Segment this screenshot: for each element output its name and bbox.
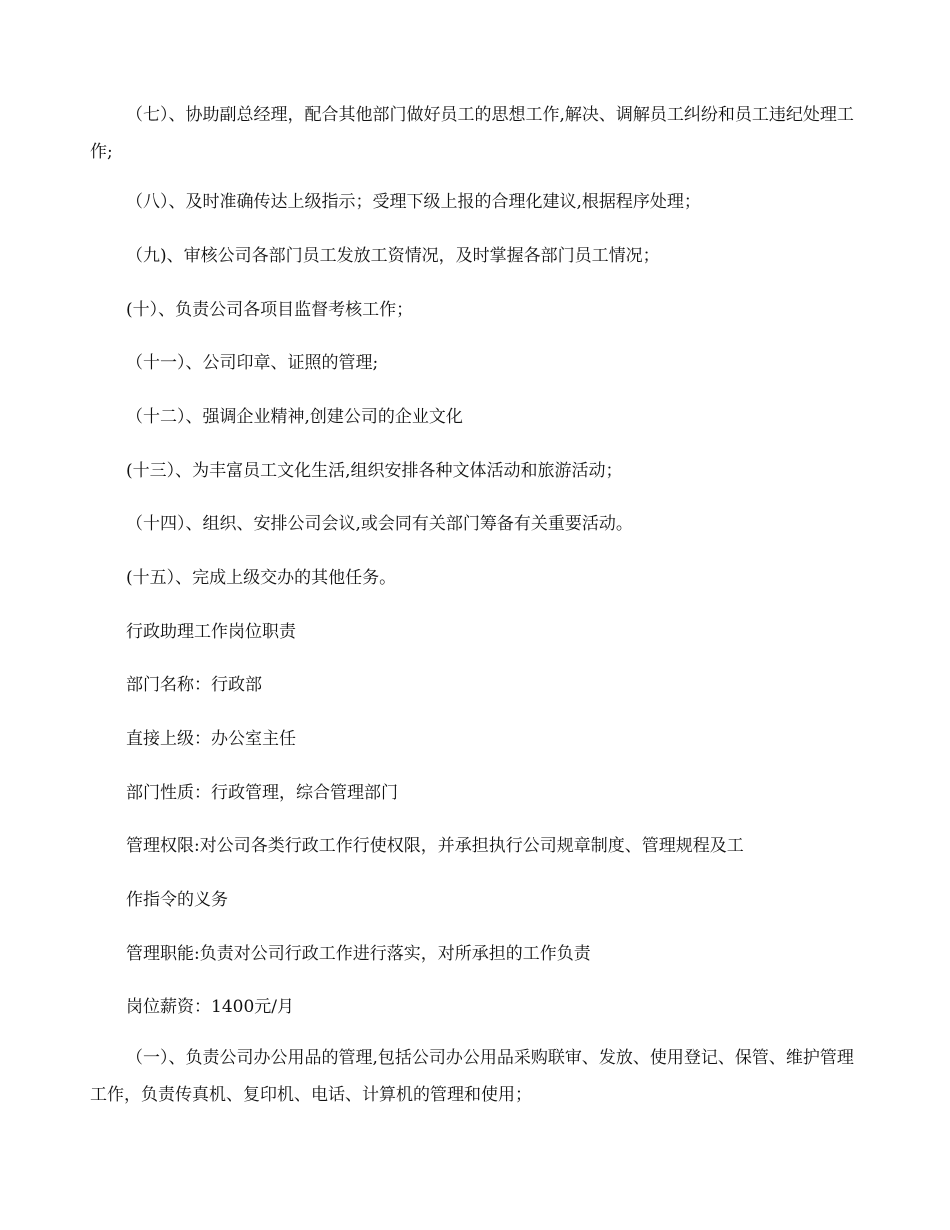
paragraph-item-11: （十一）、公司印章、证照的管理;	[126, 353, 379, 373]
paragraph-item-14: （十四）、组织、安排公司会议,或会同有关部门筹备有关重要活动。	[126, 514, 633, 534]
management-authority-line-1: 管理权限:对公司各类行政工作行使权限，并承担执行公司规章制度、管理规程及工	[126, 836, 744, 856]
paragraph-item-7: （七）、协助副总经理，配合其他部门做好员工的思想工作,解决、调解员工纠纷和员工违纪处理工作;	[90, 105, 854, 162]
management-authority-line-2: 作指令的义务	[126, 890, 228, 910]
department-name: 部门名称：行政部	[126, 675, 262, 695]
duty-item-1: （一）、负责公司办公用品的管理,包括公司办公用品采购联审、发放、使用登记、保管、维护管理工作，负责传真机、复印机、电话、计算机的管理和使用；	[90, 1048, 854, 1105]
direct-superior: 直接上级：办公室主任	[126, 729, 296, 749]
paragraph-item-12: （十二）、强调企业精神,创建公司的企业文化	[126, 407, 463, 427]
paragraph-item-8: （八）、及时准确传达上级指示；受理下级上报的合理化建议,根据程序处理；	[126, 192, 701, 212]
paragraph-item-10: (十）、负责公司各项目监督考核工作；	[126, 300, 414, 320]
paragraph-item-15: (十五）、完成上级交办的其他任务。	[126, 568, 397, 588]
paragraph-item-13: (十三）、为丰富员工文化生活,组织安排各种文体活动和旅游活动；	[126, 461, 623, 481]
paragraph-item-9: （九)、审核公司各部门员工发放工资情况，及时掌握各部门员工情况；	[126, 246, 660, 266]
position-salary: 岗位薪资：1400元/月	[126, 997, 294, 1017]
department-nature: 部门性质：行政管理，综合管理部门	[126, 783, 398, 803]
management-function: 管理职能:负责对公司行政工作进行落实，对所承担的工作负责	[126, 944, 591, 964]
section-heading: 行政助理工作岗位职责	[126, 622, 296, 642]
